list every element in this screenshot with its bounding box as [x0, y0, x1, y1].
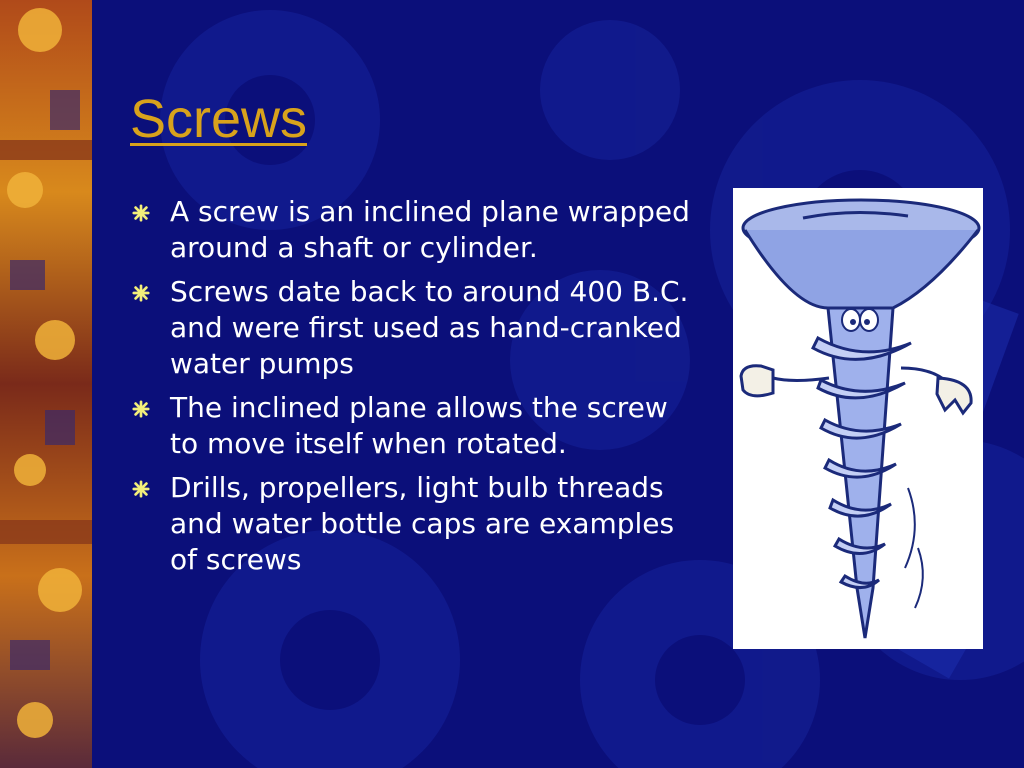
asterisk-bullet-icon	[132, 284, 150, 302]
bullet-list	[130, 194, 690, 586]
asterisk-bullet-icon	[132, 400, 150, 418]
bullet-text: Screws date back to around 400 B.C. and were first used as hand-cranked water pumps	[170, 275, 689, 380]
bullet-item	[130, 194, 690, 266]
slide-title: Screws	[130, 89, 308, 149]
bullet-item	[130, 390, 690, 462]
screw-cartoon-picture	[733, 188, 983, 649]
left-decorative-strip	[0, 0, 92, 768]
asterisk-bullet-icon	[132, 480, 150, 498]
bullet-item	[130, 470, 690, 578]
asterisk-bullet-icon	[132, 204, 150, 222]
screw-cartoon-icon	[733, 188, 983, 649]
bullet-text: The inclined plane allows the screw to move itself when rotated.	[170, 391, 668, 460]
bullet-item	[130, 274, 690, 382]
bullet-text: Drills, propellers, light bulb threads and water bottle caps are examples of screws	[170, 471, 675, 576]
bullet-text: A screw is an inclined plane wrapped around a shaft or cylinder.	[170, 195, 690, 264]
